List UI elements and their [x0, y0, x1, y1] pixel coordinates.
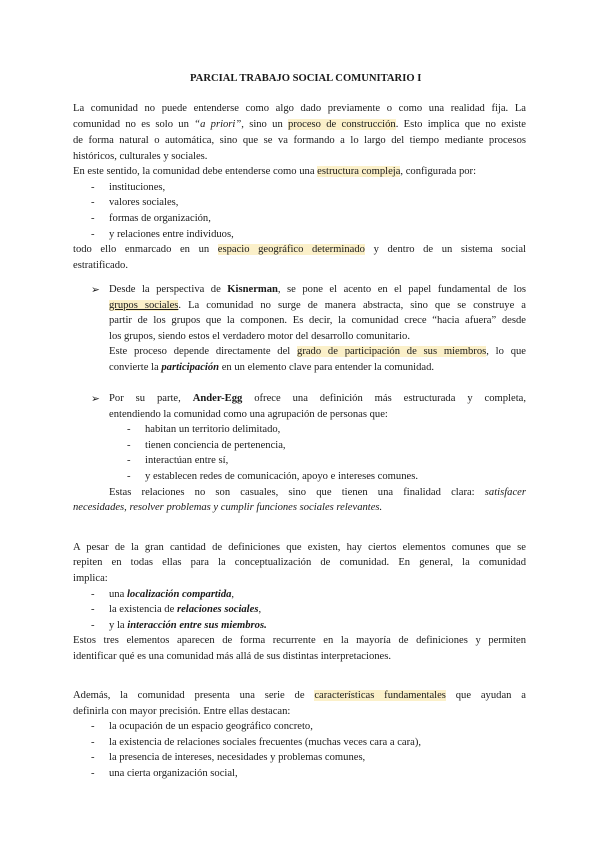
text: convierte la: [109, 362, 162, 373]
text: , configurada por:: [400, 166, 477, 177]
text: ,: [258, 604, 262, 615]
p3-list-item: habitan un territorio delimitado,: [145, 424, 281, 435]
p1-line-2: [73, 118, 526, 132]
dash-bullet: -: [127, 471, 131, 482]
p2-line-4: los grupos, siendo estos el verdadero motor del desarrollo comunitario.: [109, 331, 410, 342]
dash-bullet: -: [127, 455, 131, 466]
highlight-grupos: grupos sociales: [109, 300, 179, 311]
p5-list-item: la presencia de intereses, necesidades y problemas comunes,: [109, 752, 366, 763]
text: En este sentido, la comunidad debe entenderse como una: [73, 166, 318, 177]
italic-text: satisfacer: [484, 487, 526, 498]
p3-line-3: [109, 486, 526, 500]
p4-line-2: repiten en todas ellas para la conceptualización de comunidad. En general, la comunidad: [73, 557, 526, 568]
p4-line-4: Estos tres elementos aparecen de forma recurrente en la mayoría de definiciones y permiten: [73, 635, 526, 646]
p3-line-2: entendiendo la comunidad como una agrupación de personas que:: [109, 409, 388, 420]
highlight-estructura: estructura compleja: [317, 166, 401, 177]
p2-line-3: partir de los grupos que la componen. Es decir, la comunidad crece “hacia afuera” desde: [109, 315, 526, 326]
highlight-participacion: grado de participación de sus miembros: [297, 346, 487, 357]
p4-line-5: identificar qué es una comunidad más allá de sus distintas interpretaciones.: [73, 651, 392, 662]
highlight-espacio: espacio geográfico determinado: [217, 244, 365, 255]
text: . La comunidad no surge de manera abstracta, sino que se construye a: [178, 300, 526, 311]
dash-bullet: -: [91, 182, 95, 193]
arrow-bullet-icon: ➢: [91, 393, 100, 405]
p4-list-item: [109, 619, 267, 633]
text: . Esto implica que no existe: [395, 119, 526, 130]
p1-list-item: y relaciones entre individuos,: [109, 229, 234, 240]
p3-line-1: [109, 392, 526, 406]
arrow-bullet-icon: ➢: [91, 284, 100, 296]
dash-bullet: -: [91, 768, 95, 779]
text: ,: [231, 589, 235, 600]
text: una: [109, 589, 127, 600]
highlight-caracteristicas: características fundamentales: [314, 690, 446, 701]
p1-line-5: [73, 165, 476, 179]
dash-bullet: -: [91, 737, 95, 748]
emphasis-text: relaciones sociales: [176, 604, 259, 615]
p4-line-1: A pesar de la gran cantidad de definiciones que existen, hay ciertos elementos comunes que se: [73, 542, 526, 553]
p2-line-6: [109, 361, 434, 375]
p3-list-item: interactúan entre sí,: [145, 455, 229, 466]
p1-line-3: de forma natural o automática, sino que se va formando a lo largo del tiempo mediante procesos: [73, 135, 526, 146]
dash-bullet: -: [91, 721, 95, 732]
dash-bullet: -: [91, 197, 95, 208]
text: Desde la perspectiva de: [109, 284, 228, 295]
text: que ayudan a: [445, 690, 526, 701]
page-title: PARCIAL TRABAJO SOCIAL COMUNITARIO I: [190, 73, 422, 84]
p1-line-6: [73, 243, 526, 257]
text: ofrece una definición más estructurada y completa,: [242, 393, 526, 404]
dash-bullet: -: [127, 440, 131, 451]
dash-bullet: -: [91, 213, 95, 224]
dash-bullet: -: [91, 589, 95, 600]
text: Estas relaciones no son casuales, sino que tienen una finalidad clara:: [109, 487, 485, 498]
p5-list-item: la existencia de relaciones sociales frecuentes (muchas veces cara a cara),: [109, 737, 422, 748]
author-kisnerman: Kisnerman: [227, 284, 278, 295]
text: Este proceso depende directamente del: [109, 346, 298, 357]
p1-list-item: formas de organización,: [109, 213, 211, 224]
p3-list-item: y establecen redes de comunicación, apoyo e intereses comunes.: [145, 471, 418, 482]
dash-bullet: -: [91, 229, 95, 240]
text: en un elemento clave para entender la comunidad.: [219, 362, 435, 373]
p3-line-4: necesidades, resolver problemas y cumplir funciones sociales relevantes.: [73, 502, 383, 513]
author-ander-egg: Ander-Egg: [192, 393, 243, 404]
text: la existencia de: [109, 604, 177, 615]
p5-list-item: la ocupación de un espacio geográfico concreto,: [109, 721, 313, 732]
text: y la: [109, 620, 128, 631]
p1-line-7: estratificado.: [73, 260, 129, 271]
p5-line-2: definirla con mayor precisión. Entre ellas destacan:: [73, 706, 291, 717]
text: y dentro de un sistema social: [364, 244, 526, 255]
text: Por su parte,: [109, 393, 193, 404]
text: comunidad no es solo un: [73, 119, 195, 130]
p4-list-item: [109, 588, 234, 602]
highlight-proceso: proceso de construcción: [288, 119, 396, 130]
p5-line-1: [73, 689, 526, 703]
p2-line-1: [109, 283, 526, 297]
p4-line-3: implica:: [73, 573, 108, 584]
text: Además, la comunidad presenta una serie de: [73, 690, 315, 701]
text: todo ello enmarcado en un: [73, 244, 218, 255]
emphasis-text: interacción entre sus miembros.: [127, 620, 267, 631]
p1-list-item: valores sociales,: [109, 197, 179, 208]
p4-list-item: [109, 603, 261, 617]
dash-bullet: -: [91, 752, 95, 763]
p2-line-2: [109, 299, 526, 313]
participacion-emphasis: participación: [161, 362, 220, 373]
p1-list-item: instituciones,: [109, 182, 166, 193]
emphasis-text: localización compartida: [126, 589, 232, 600]
text: , se pone el acento en el papel fundamental de los: [277, 284, 527, 295]
a-priori-italic: “a priori”: [194, 119, 242, 130]
text: , sino un: [241, 119, 289, 130]
dash-bullet: -: [91, 604, 95, 615]
dash-bullet: -: [91, 620, 95, 631]
p2-line-5: [109, 345, 526, 359]
p3-list-item: tienen conciencia de pertenencia,: [145, 440, 286, 451]
p5-list-item: una cierta organización social,: [109, 768, 238, 779]
dash-bullet: -: [127, 424, 131, 435]
p1-line-1: La comunidad no puede entenderse como algo dado previamente o como una realidad fija. La: [73, 103, 526, 114]
text: , lo que: [486, 346, 526, 357]
p1-line-4: históricos, culturales y sociales.: [73, 151, 208, 162]
